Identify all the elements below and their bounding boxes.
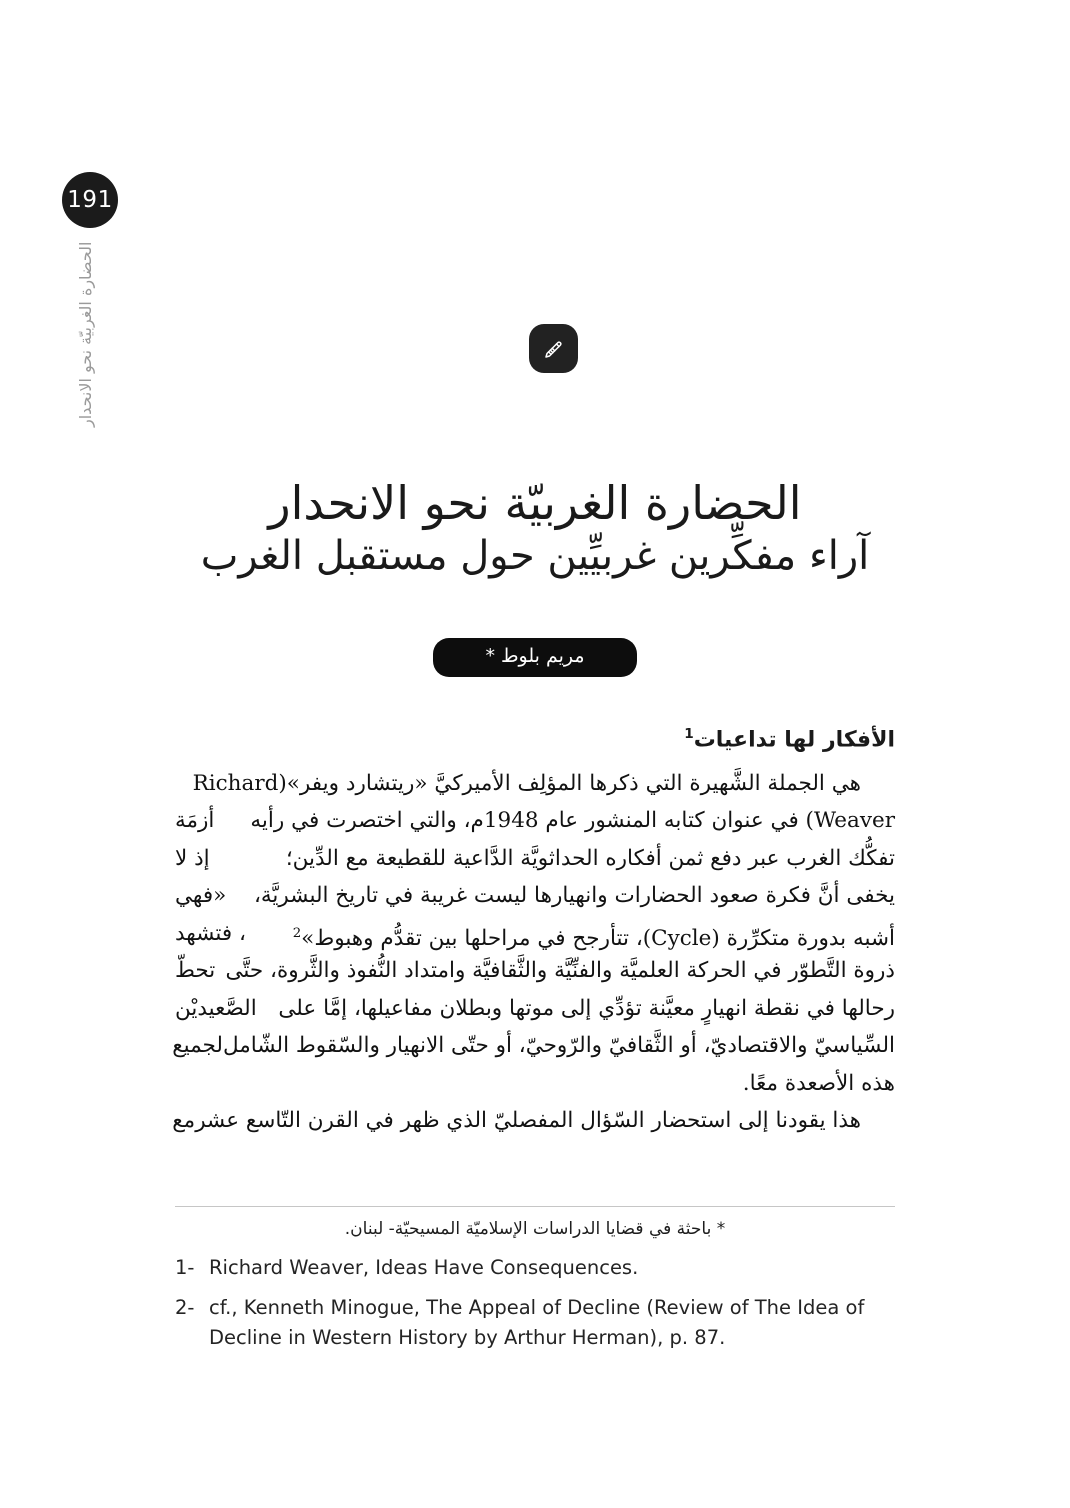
- footnote-marker: 2-: [175, 1295, 195, 1319]
- body-line-end: «فهي: [175, 883, 227, 909]
- body-line: [175, 1065, 895, 1103]
- pencil-icon: [529, 324, 578, 373]
- body-line: [175, 877, 895, 915]
- page-subtitle: آراء مفكِّرين غربيِّين حول مستقبل الغرب: [200, 533, 870, 580]
- page-title: الحضارة الغربيّة نحو الانحدار: [268, 476, 802, 530]
- author-affiliation-note: * باحثة في قضايا الدراسات الإسلاميّة المسيحيّة- لبنان.: [344, 1219, 726, 1239]
- body-paragraph-lines: [172, 765, 895, 1140]
- article-body: [172, 726, 895, 1140]
- footnote-marker: 1-: [175, 1255, 195, 1279]
- footnote-text: Richard Weaver, Ideas Have Consequences.: [209, 1255, 639, 1279]
- body-footnote-marker: 2: [292, 925, 302, 941]
- body-line-start: رحالها في نقطة انهيارٍ معيَّنة تؤدِّي إلى موتها وبطلان مفاعيلها، إمَّا على: [278, 995, 895, 1021]
- body-line-end: لجميع: [172, 1033, 223, 1059]
- body-line: [175, 802, 895, 840]
- body-line: [175, 952, 895, 990]
- section-heading: [175, 726, 895, 755]
- author-name-badge: مريم بلوط *: [433, 638, 636, 677]
- body-line-end: ، فتشهد: [175, 920, 246, 946]
- body-line-end: الصَّعيديْن: [175, 995, 257, 1021]
- body-line-start: أشبه بدورة متكرِّرة (Cycle)، تتأرجح في مراحلها بين تقدُّم وهبوط»$^2$: [292, 925, 895, 952]
- body-line: [175, 990, 895, 1028]
- body-line-start: السِّياسيّ والاقتصاديّ، أو الثَّقافيّ والرّوحيّ، أو حتّى الانهيار والسّقوط الشّامل: [222, 1033, 895, 1059]
- body-line: [172, 1102, 895, 1140]
- body-line: [172, 1027, 895, 1065]
- title-block: [0, 476, 1070, 580]
- body-line-start: هذه الأصعدة معًا.: [742, 1070, 895, 1096]
- running-head-vertical-title: الحضارة الغربيّة نحو الانحدار: [76, 242, 95, 428]
- body-line-end: أزمَة: [175, 808, 215, 834]
- body-line-end: تحطّ: [175, 958, 216, 984]
- body-line-end: (Richard: [192, 770, 287, 796]
- footnote-entry-2: [175, 1293, 895, 1353]
- body-line-start: Weaver) في عنوان كتابه المنشور عام 1948م، والتي اختصرت في رأيه: [250, 808, 895, 834]
- body-line-start: يخفى أنَّ فكرة صعود الحضارات وانهيارها ليست غريبة في تاريخ البشريَّة،: [253, 883, 895, 909]
- body-line-start: هذا يقودنا إلى استحضار السّؤال المفصليّ الذي ظهر في القرن التّاسع عشر: [195, 1108, 861, 1134]
- body-line-start: تفكُّك الغرب عبر دفع ثمن أفكاره الحداثويَّة الدَّاعية للقطيعة مع الدِّين؛: [285, 845, 895, 871]
- section-heading-footnote-marker: 1: [684, 726, 694, 742]
- footnotes: [175, 1206, 895, 1363]
- footnote-entry-1: [175, 1253, 895, 1283]
- body-line: [175, 915, 895, 953]
- body-line-end: إذ لا: [175, 845, 210, 871]
- body-line-start: ذروة التَّطوّر في الحركة العلميَّة والفنِّيَّة والثَّقافيَّة وامتداد النُّفوذ والثَّروة، حتَّى: [225, 958, 895, 984]
- page-number-badge: 191: [62, 172, 118, 228]
- body-line-end: مع: [172, 1108, 196, 1134]
- section-heading-text: الأفكار لها تداعيات: [693, 727, 895, 753]
- body-line: [175, 840, 895, 878]
- footnote-text: cf., Kenneth Minogue, The Appeal of Decline (Review of The Idea of Decline in Western History by Arthur Herman), p. 87.: [209, 1295, 865, 1349]
- author-badge-wrapper: [0, 638, 1070, 677]
- body-line: [175, 765, 895, 803]
- footnote-divider: [175, 1206, 895, 1207]
- body-line-start: هي الجملة الشَّهيرة التي ذكرها المؤلِف الأميركيَّ «ريتشارد ويفر»: [286, 770, 861, 796]
